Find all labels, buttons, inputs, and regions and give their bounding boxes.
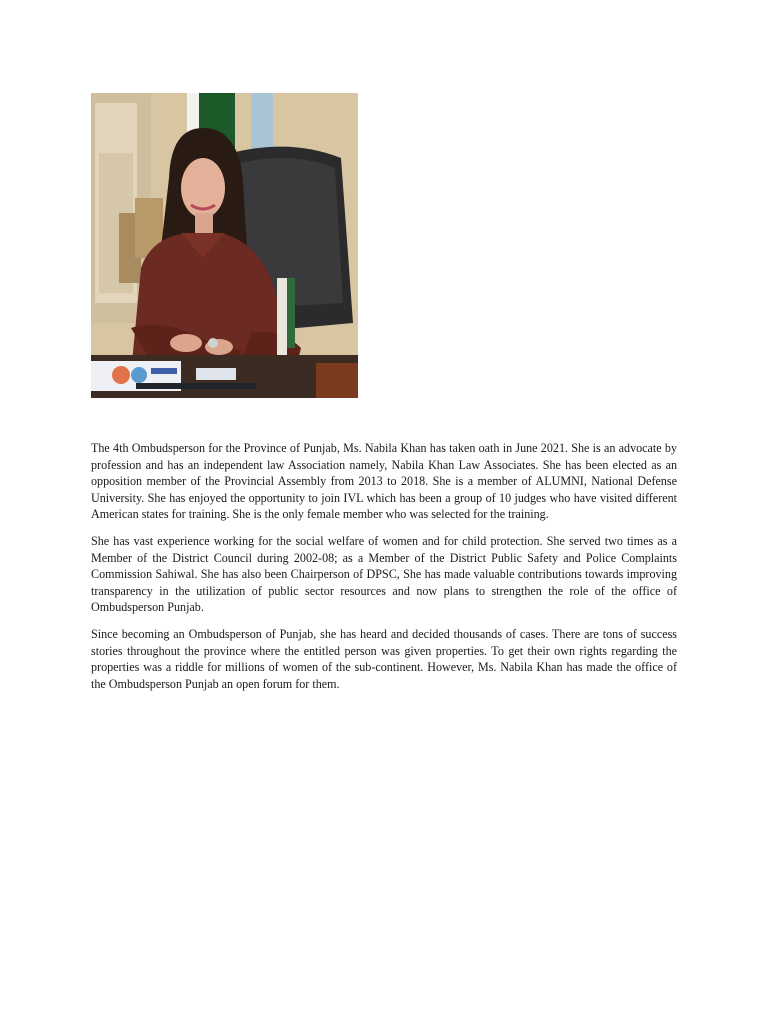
- paragraph-achievements: Since becoming an Ombudsperson of Punjab, she has heard and decided thousands of cases. There are tons of success stories throughout the province where the entitled person was given properties. To get their own rights regarding the properties was a riddle for millions of women of the sub-continent. However, Ms. Nabila Khan has made the office of the Ombudsperson Punjab an open forum for them.: [91, 626, 677, 691]
- biography-text: [91, 440, 677, 702]
- paragraph-intro: The 4th Ombudsperson for the Province of Punjab, Ms. Nabila Khan has taken oath in June 2021. She is an advocate by profession and has an independent law Association namely, Nabila Khan Law Associates. She has been elected as an opposition member of the Provincial Assembly from 2013 to 2018. She is a member of ALUMNI, National Defense University. She has enjoyed the opportunity to join IVL which has been a group of 10 judges who have visited different American states for training. She is the only female member who was selected for the training.: [91, 441, 677, 522]
- paragraph-experience: She has vast experience working for the social welfare of women and for child protection. She served two times as a Member of the District Council during 2002-08; as a Member of the District Public Safety and Police Complaints Commission Sahiwal. She has also been Chairperson of DPSC, She has made valuable contributions towards improving transparency in the utilization of public sector resources and now plans to strengthen the role of the office of Ombudsperson Punjab.: [91, 533, 677, 615]
- portrait-photo: [91, 93, 358, 398]
